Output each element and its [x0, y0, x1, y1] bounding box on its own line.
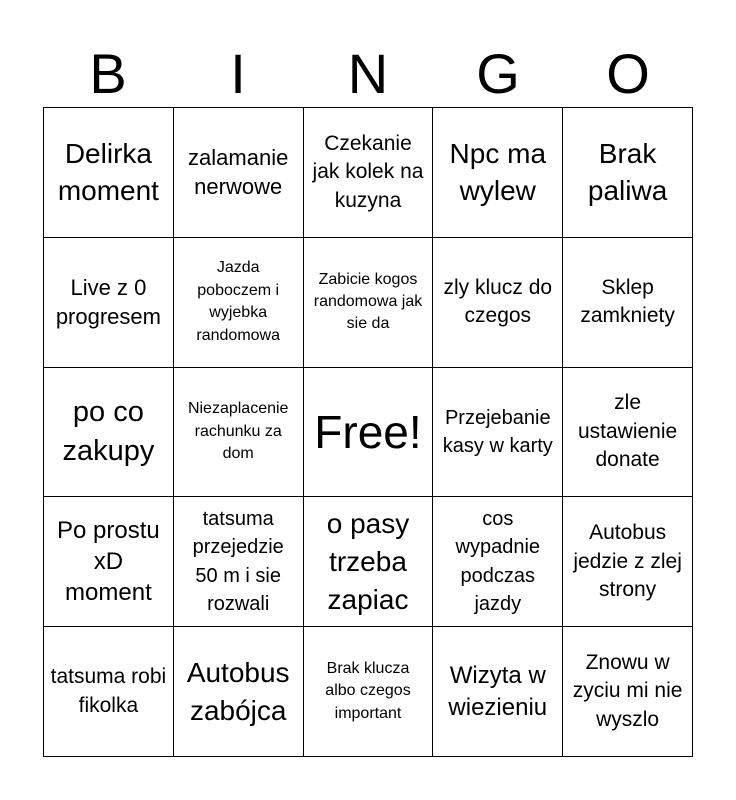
cell-text: Znowu w zyciu mi nie wyszlo [572, 651, 683, 731]
cell-text: Autobus jedzie z zlej strony [573, 521, 682, 601]
bingo-header [43, 40, 693, 108]
cell-text: Npc ma wylew [449, 137, 547, 207]
cell-text: Jazda poboczem i wyjebka randomowa [196, 259, 280, 344]
header-letter-b: B [89, 42, 127, 105]
bingo-cell[interactable] [563, 108, 693, 238]
cell-text: Live z 0 progresem [55, 274, 161, 330]
bingo-board [43, 107, 693, 757]
cell-text: Brak paliwa [587, 137, 668, 207]
cell-text: Czekanie jak kolek na kuzyna [312, 131, 424, 212]
bingo-cell[interactable] [433, 108, 563, 238]
bingo-cell[interactable] [433, 368, 563, 498]
cell-text: Przejebanie kasy w karty [442, 406, 553, 457]
free-space-text: Free! [314, 405, 422, 458]
cell-text: Wizyta w wiezieniu [448, 662, 548, 721]
bingo-cell[interactable] [304, 497, 434, 627]
header-letter-n: N [347, 42, 389, 105]
bingo-cell[interactable] [304, 108, 434, 238]
cell-text: Niezaplacenie rachunku za dom [187, 400, 289, 463]
bingo-cell[interactable] [174, 238, 304, 368]
bingo-cell[interactable] [174, 627, 304, 757]
cell-text: Po prostu xD moment [57, 517, 160, 607]
bingo-cell[interactable] [563, 238, 693, 368]
cell-text: o pasy trzeba zapiac [326, 508, 410, 615]
bingo-cell[interactable] [433, 238, 563, 368]
bingo-cell[interactable] [174, 497, 304, 627]
bingo-cell[interactable] [304, 238, 434, 368]
bingo-cell[interactable] [174, 368, 304, 498]
header-letter-i: I [230, 42, 246, 105]
bingo-cell[interactable] [174, 108, 304, 238]
header-letter-g: G [476, 42, 520, 105]
cell-text: Sklep zamkniety [580, 275, 675, 328]
bingo-cell[interactable] [433, 497, 563, 627]
cell-text: zle ustawienie donate [577, 391, 678, 472]
bingo-cell[interactable] [44, 238, 174, 368]
cell-text: Autobus zabójca [186, 656, 290, 726]
cell-text: zly klucz do czegos [443, 275, 553, 328]
free-space-cell[interactable] [304, 368, 434, 498]
bingo-cell[interactable] [563, 497, 693, 627]
bingo-cell[interactable] [563, 627, 693, 757]
cell-text: Zabicie kogos randomowa jak sie da [313, 270, 423, 333]
bingo-cell[interactable] [433, 627, 563, 757]
bingo-cell[interactable] [304, 627, 434, 757]
cell-text: zalamanie nerwowe [188, 144, 289, 200]
cell-text: Delirka moment [57, 137, 159, 207]
cell-text: po co zakupy [62, 395, 155, 467]
bingo-cell[interactable] [44, 627, 174, 757]
bingo-cell[interactable] [44, 108, 174, 238]
cell-text: cos wypadnie podczas jazdy [455, 508, 541, 616]
cell-text: tatsuma robi fikolka [50, 665, 167, 717]
cell-text: tatsuma przejedzie 50 m i sie rozwali [192, 508, 284, 616]
cell-text: Brak klucza albo czegos important [325, 660, 411, 722]
bingo-cell[interactable] [44, 497, 174, 627]
bingo-cell[interactable] [44, 368, 174, 498]
bingo-cell[interactable] [563, 368, 693, 498]
header-letter-o: O [606, 42, 650, 105]
